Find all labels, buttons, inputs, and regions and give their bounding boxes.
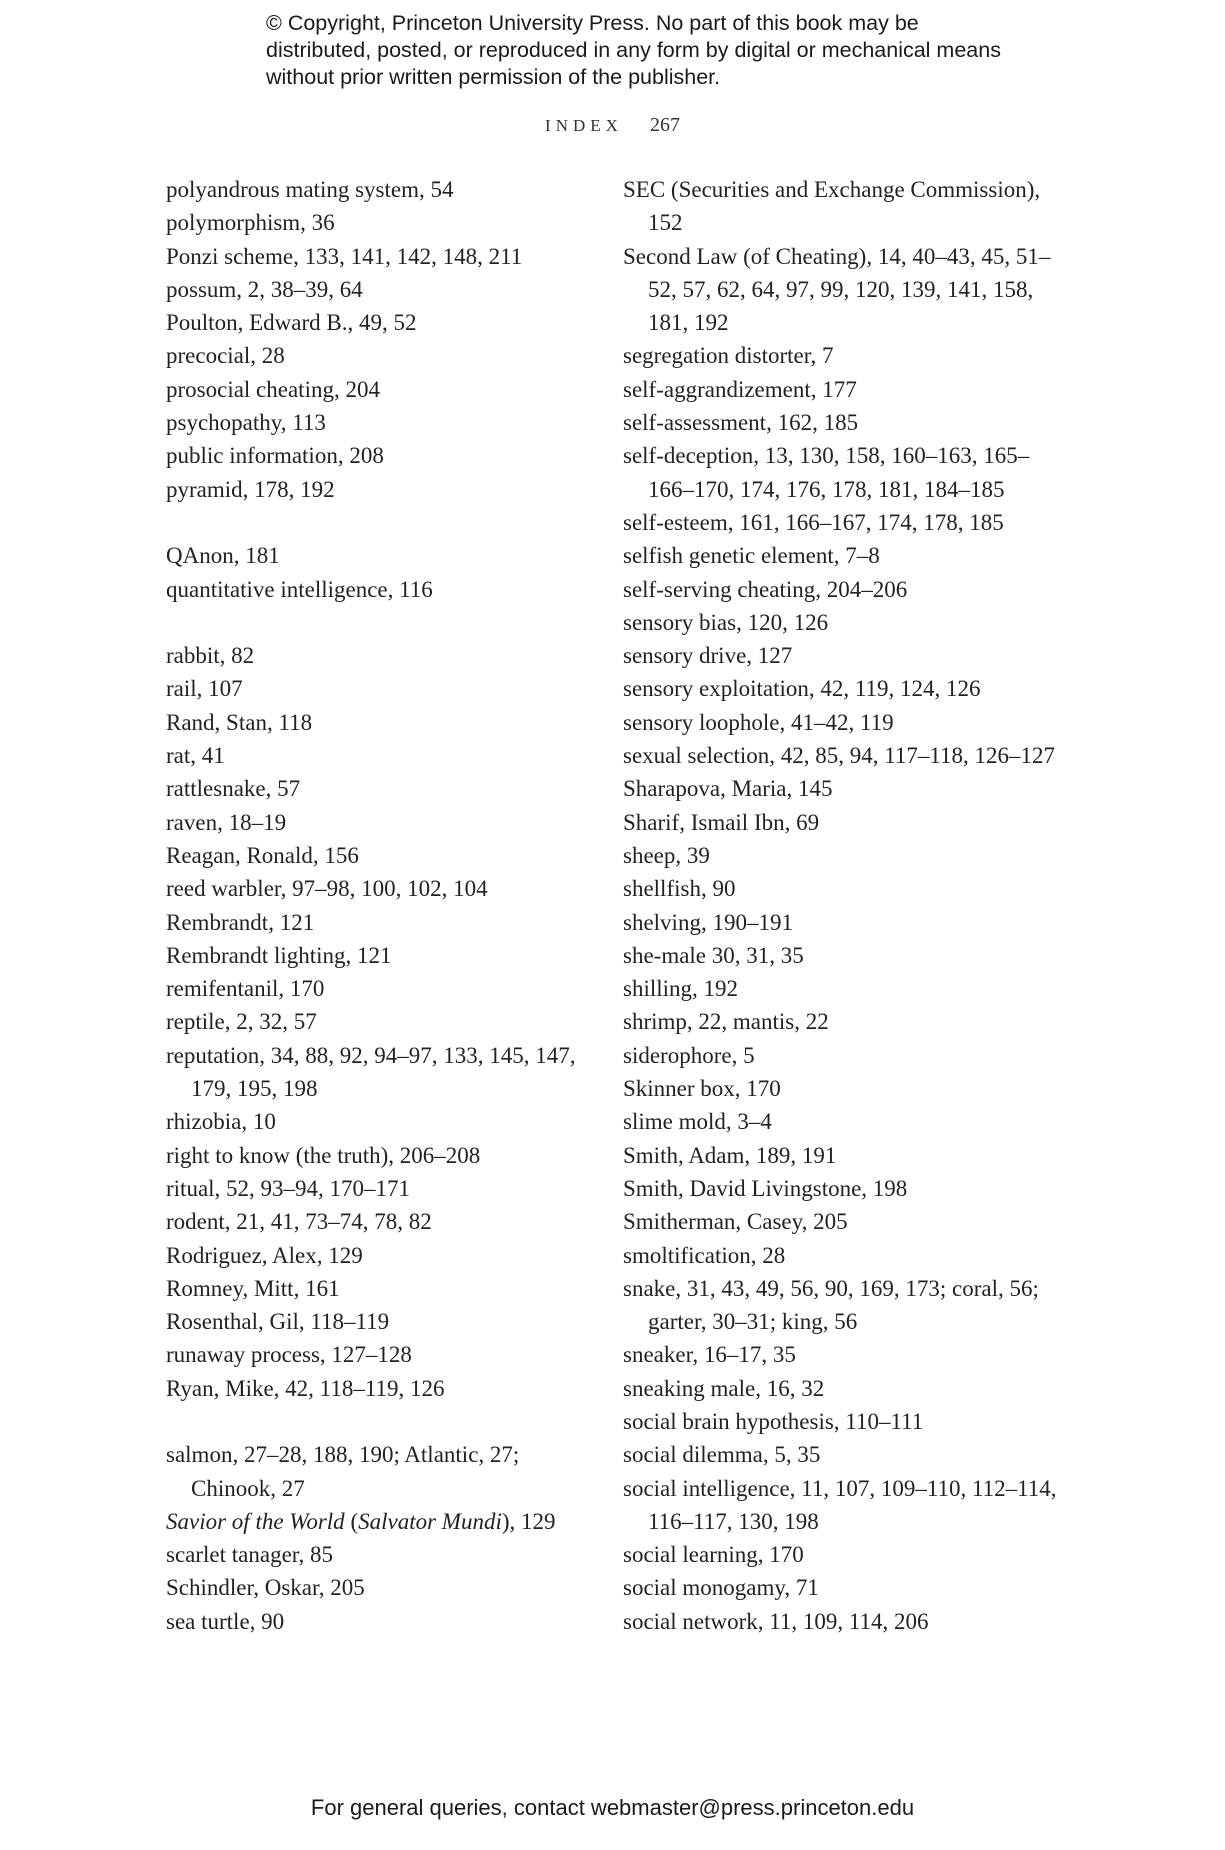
index-column-left (166, 173, 586, 1638)
index-entry: reptile, 2, 32, 57 (166, 1009, 317, 1035)
index-entry: slime mold, 3–4 (623, 1109, 772, 1135)
index-entry: social dilemma, 5, 35 (623, 1442, 821, 1468)
index-entry: sensory drive, 127 (623, 643, 793, 669)
index-entry: social monogamy, 71 (623, 1575, 819, 1601)
entry-text-segment: ( (344, 1508, 359, 1534)
index-entry: Second Law (of Cheating), 14, 40–43, 45, 51–52, 57, 62, 64, 97, 99, 120, 139, 141, 158, 181, 192 (623, 243, 1051, 336)
index-entry: raven, 18–19 (166, 809, 287, 835)
copyright-notice: © Copyright, Princeton University Press. No part of this book may be distributed, posted, or reproduced in any form by digital or mechanical means without prior written permission of the publisher. (266, 11, 1001, 89)
letter-group-spacer (166, 506, 586, 539)
index-entry: snake, 31, 43, 49, 56, 90, 169, 173; coral, 56; garter, 30–31; king, 56 (623, 1275, 1039, 1335)
index-entry: self-deception, 13, 130, 158, 160–163, 165–166–170, 174, 176, 178, 181, 184–185 (623, 443, 1030, 502)
index-entry: Rosenthal, Gil, 118–119 (166, 1309, 390, 1335)
index-entry: self-aggrandizement, 177 (623, 376, 857, 402)
index-entry: sexual selection, 42, 85, 94, 117–118, 126–127 (623, 743, 1056, 769)
letter-group-spacer (166, 606, 586, 639)
index-entry: Romney, Mitt, 161 (166, 1275, 340, 1301)
index-entry: self-serving cheating, 204–206 (623, 576, 908, 602)
index-entry: sneaker, 16–17, 35 (623, 1342, 796, 1368)
letter-group-spacer (166, 1405, 586, 1438)
index-entry: scarlet tanager, 85 (166, 1542, 334, 1568)
index-entry: Rodriguez, Alex, 129 (166, 1242, 363, 1268)
index-entry: shrimp, 22, mantis, 22 (623, 1009, 829, 1035)
page-number: 267 (649, 114, 680, 136)
index-entry: social intelligence, 11, 107, 109–110, 112–114, 116–117, 130, 198 (623, 1475, 1057, 1534)
index-entry: rodent, 21, 41, 73–74, 78, 82 (166, 1209, 432, 1235)
index-entry: Reagan, Ronald, 156 (166, 842, 359, 868)
index-entry: possum, 2, 38–39, 64 (166, 276, 363, 302)
index-entry: shellfish, 90 (623, 876, 736, 902)
index-entry: ritual, 52, 93–94, 170–171 (166, 1175, 411, 1201)
index-entry: she-male 30, 31, 35 (623, 942, 804, 968)
index-entry: self-assessment, 162, 185 (623, 410, 859, 436)
index-entry: Smitherman, Casey, 205 (623, 1209, 848, 1235)
index-entry: Smith, David Livingstone, 198 (623, 1175, 908, 1201)
index-entry: polymorphism, 36 (166, 210, 335, 236)
index-entry: Skinner box, 170 (623, 1076, 781, 1102)
index-entry: Rembrandt, 121 (166, 909, 315, 935)
index-entry: quantitative intelligence, 116 (166, 576, 433, 602)
index-entry: sensory bias, 120, 126 (623, 609, 829, 635)
index-entry: social network, 11, 109, 114, 206 (623, 1608, 929, 1634)
index-entry: Ponzi scheme, 133, 141, 142, 148, 211 (166, 243, 523, 269)
index-entry: rat, 41 (166, 743, 225, 769)
index-entry: public information, 208 (166, 443, 384, 469)
index-entry: siderophore, 5 (623, 1042, 755, 1068)
index-entry: self-esteem, 161, 166–167, 174, 178, 185 (623, 509, 1004, 535)
index-entry: Rand, Stan, 118 (166, 709, 313, 735)
italic-title-segment: Savior of the World (166, 1508, 345, 1534)
index-entry: reputation, 34, 88, 92, 94–97, 133, 145, 147, 179, 195, 198 (166, 1042, 576, 1102)
index-entry: sneaking male, 16, 32 (623, 1375, 825, 1401)
index-entry: social learning, 170 (623, 1542, 804, 1568)
index-entry: Smith, Adam, 189, 191 (623, 1142, 837, 1168)
index-entry: right to know (the truth), 206–208 (166, 1142, 481, 1168)
italic-title-segment: Salvator Mundi (358, 1508, 502, 1534)
index-entry: shelving, 190–191 (623, 909, 793, 935)
index-entry: sea turtle, 90 (166, 1608, 285, 1634)
index-entry: prosocial cheating, 204 (166, 376, 380, 402)
running-head-title: INDEX (545, 116, 623, 135)
footer-contact: For general queries, contact webmaster@press.princeton.edu (310, 1795, 915, 1820)
index-entry: Rembrandt lighting, 121 (166, 942, 392, 968)
index-entry: SEC (Securities and Exchange Commission), 152 (623, 177, 1041, 236)
index-entry: salmon, 27–28, 188, 190; Atlantic, 27; Chinook, 27 (166, 1442, 520, 1501)
index-entry: rattlesnake, 57 (166, 776, 301, 802)
index-entry: Sharapova, Maria, 145 (623, 776, 833, 802)
index-entry: rabbit, 82 (166, 643, 255, 669)
index-entry: Poulton, Edward B., 49, 52 (166, 310, 417, 336)
index-entry: Ryan, Mike, 42, 118–119, 126 (166, 1375, 445, 1401)
index-entry: remifentanil, 170 (166, 976, 325, 1002)
index-entry: rhizobia, 10 (166, 1109, 276, 1135)
index-entry: Sharif, Ismail Ibn, 69 (623, 809, 820, 835)
running-head (0, 114, 1225, 137)
index-entry: reed warbler, 97–98, 100, 102, 104 (166, 876, 488, 902)
index-entry: sensory loophole, 41–42, 119 (623, 709, 894, 735)
index-entry: selfish genetic element, 7–8 (623, 543, 880, 569)
index-entry (166, 1505, 586, 1538)
index-entry: Schindler, Oskar, 205 (166, 1575, 365, 1601)
index-entry: pyramid, 178, 192 (166, 476, 335, 502)
index-column-right (623, 173, 1063, 1638)
index-entry: rail, 107 (166, 676, 243, 702)
index-entry: psychopathy, 113 (166, 410, 326, 436)
index-entry: sheep, 39 (623, 842, 710, 868)
index-entry: precocial, 28 (166, 343, 285, 369)
index-entry: smoltification, 28 (623, 1242, 786, 1268)
index-entry: QAnon, 181 (166, 543, 280, 569)
index-entry: social brain hypothesis, 110–111 (623, 1408, 924, 1434)
index-entry: runaway process, 127–128 (166, 1342, 412, 1368)
index-entry: sensory exploitation, 42, 119, 124, 126 (623, 676, 981, 702)
index-entry: polyandrous mating system, 54 (166, 177, 454, 202)
index-entry: shilling, 192 (623, 976, 739, 1002)
entry-text-segment: ), 129 (501, 1508, 556, 1534)
index-entry: segregation distorter, 7 (623, 343, 834, 369)
